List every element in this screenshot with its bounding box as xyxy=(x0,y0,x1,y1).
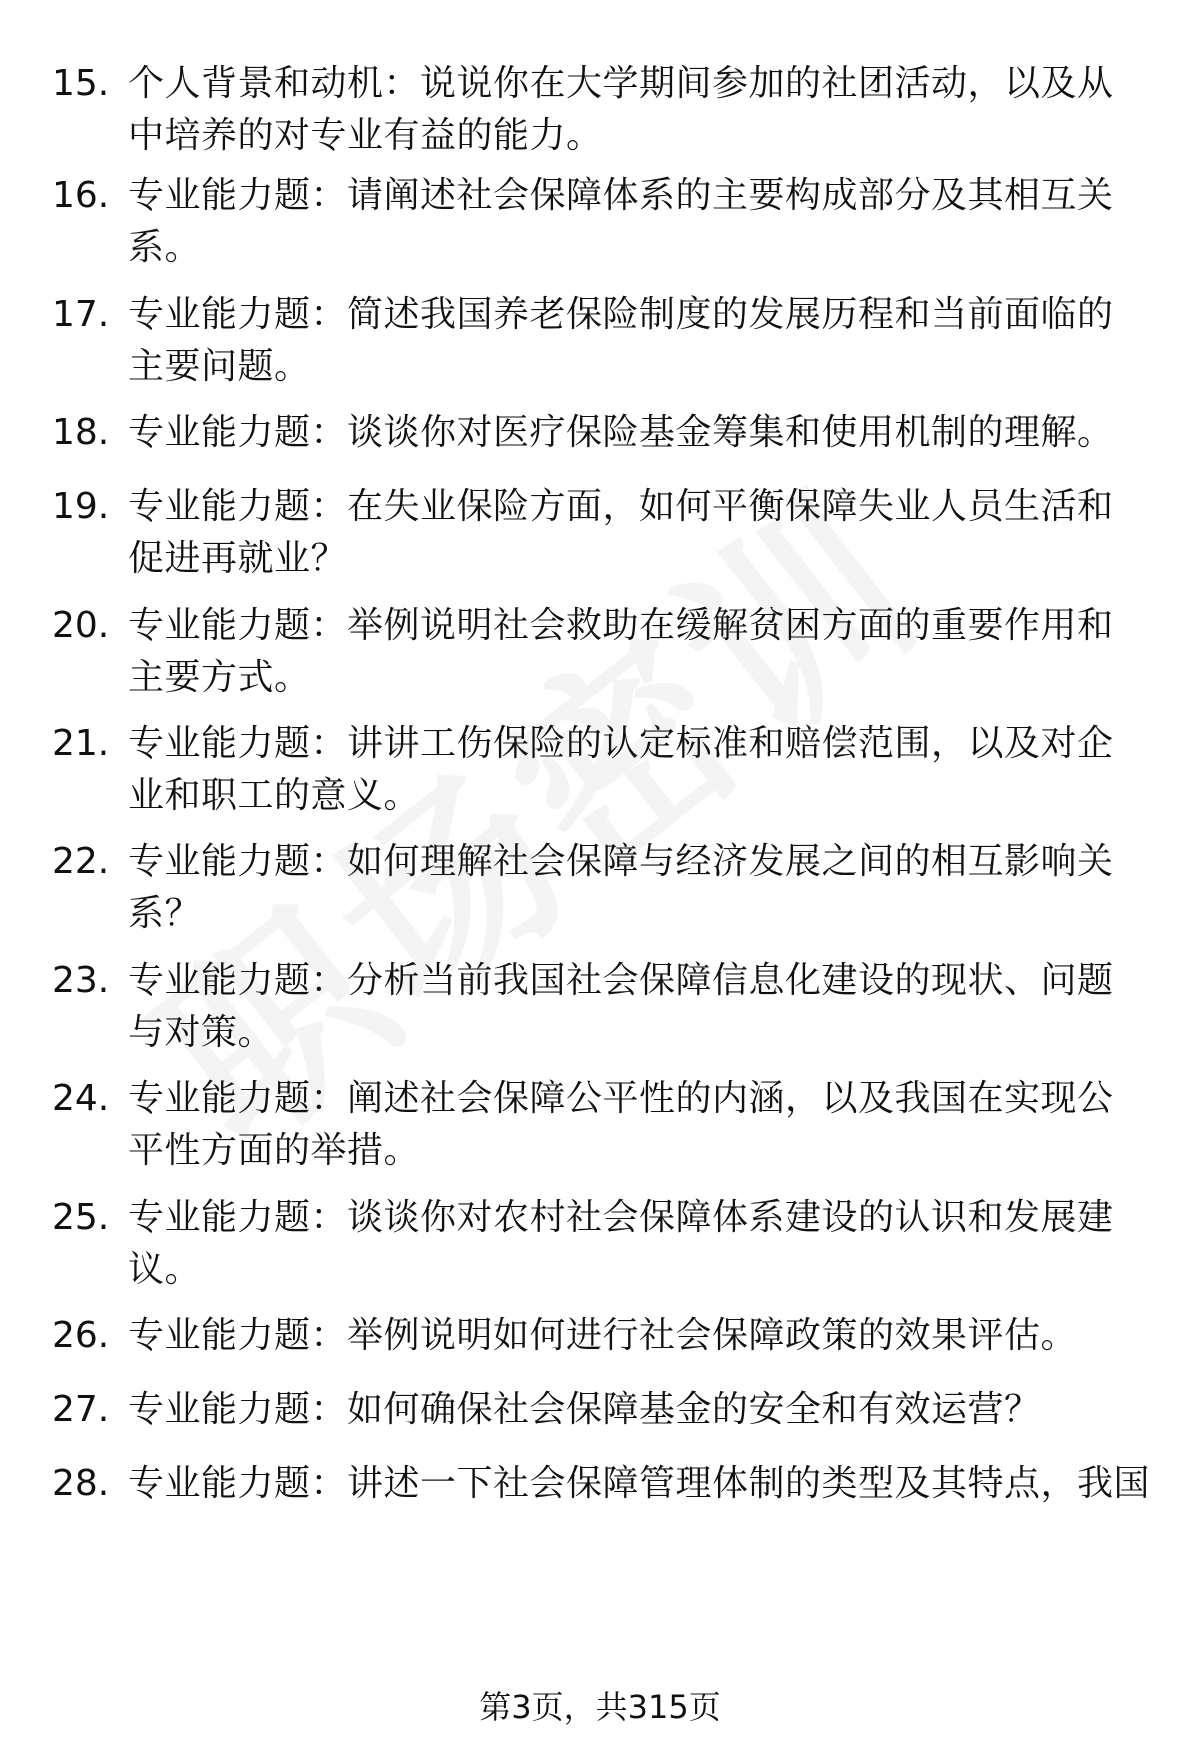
question-text: 专业能力题：谈谈你对农村社会保障体系建设的认识和发展建议。 xyxy=(128,1197,1114,1290)
question-text: 专业能力题：如何理解社会保障与经济发展之间的相互影响关系？ xyxy=(128,841,1114,934)
question-text: 个人背景和动机：说说你在大学期间参加的社团活动，以及从中培养的对专业有益的能力。 xyxy=(128,63,1114,156)
question-number: 28. xyxy=(52,1463,110,1504)
question-number: 20. xyxy=(52,605,110,646)
page-footer: 第3页，共315页 xyxy=(479,1688,721,1726)
question-number: 24. xyxy=(52,1078,110,1119)
question-text: 专业能力题：请阐述社会保障体系的主要构成部分及其相互关系。 xyxy=(128,175,1114,268)
question-number: 19. xyxy=(52,486,110,527)
question-number: 26. xyxy=(52,1315,110,1356)
question-text: 专业能力题：讲讲工伤保险的认定标准和赔偿范围，以及对企业和职工的意义。 xyxy=(128,723,1114,816)
question-number: 17. xyxy=(52,294,110,335)
question-number: 16. xyxy=(52,175,110,216)
question-number: 15. xyxy=(52,63,110,104)
question-text: 专业能力题：阐述社会保障公平性的内涵，以及我国在实现公平性方面的举措。 xyxy=(128,1078,1114,1171)
question-number: 22. xyxy=(52,841,110,882)
question-number: 23. xyxy=(52,960,110,1001)
question-text: 专业能力题：在失业保险方面，如何平衡保障失业人员生活和促进再就业？ xyxy=(128,486,1114,579)
question-text: 专业能力题：分析当前我国社会保障信息化建设的现状、问题与对策。 xyxy=(128,960,1114,1053)
question-text: 专业能力题：举例说明如何进行社会保障政策的效果评估。 xyxy=(128,1315,1078,1356)
question-number: 21. xyxy=(52,723,110,764)
question-number: 25. xyxy=(52,1197,110,1238)
question-text: 专业能力题：谈谈你对医疗保险基金筹集和使用机制的理解。 xyxy=(128,412,1114,453)
question-text: 专业能力题：讲述一下社会保障管理体制的类型及其特点，我国 xyxy=(128,1463,1151,1504)
question-number: 18. xyxy=(52,412,110,453)
question-text: 专业能力题：简述我国养老保险制度的发展历程和当前面临的主要问题。 xyxy=(128,294,1114,387)
question-number: 27. xyxy=(52,1389,110,1430)
question-text: 专业能力题：如何确保社会保障基金的安全和有效运营？ xyxy=(128,1389,1041,1430)
question-text: 专业能力题：举例说明社会救助在缓解贫困方面的重要作用和主要方式。 xyxy=(128,605,1114,698)
